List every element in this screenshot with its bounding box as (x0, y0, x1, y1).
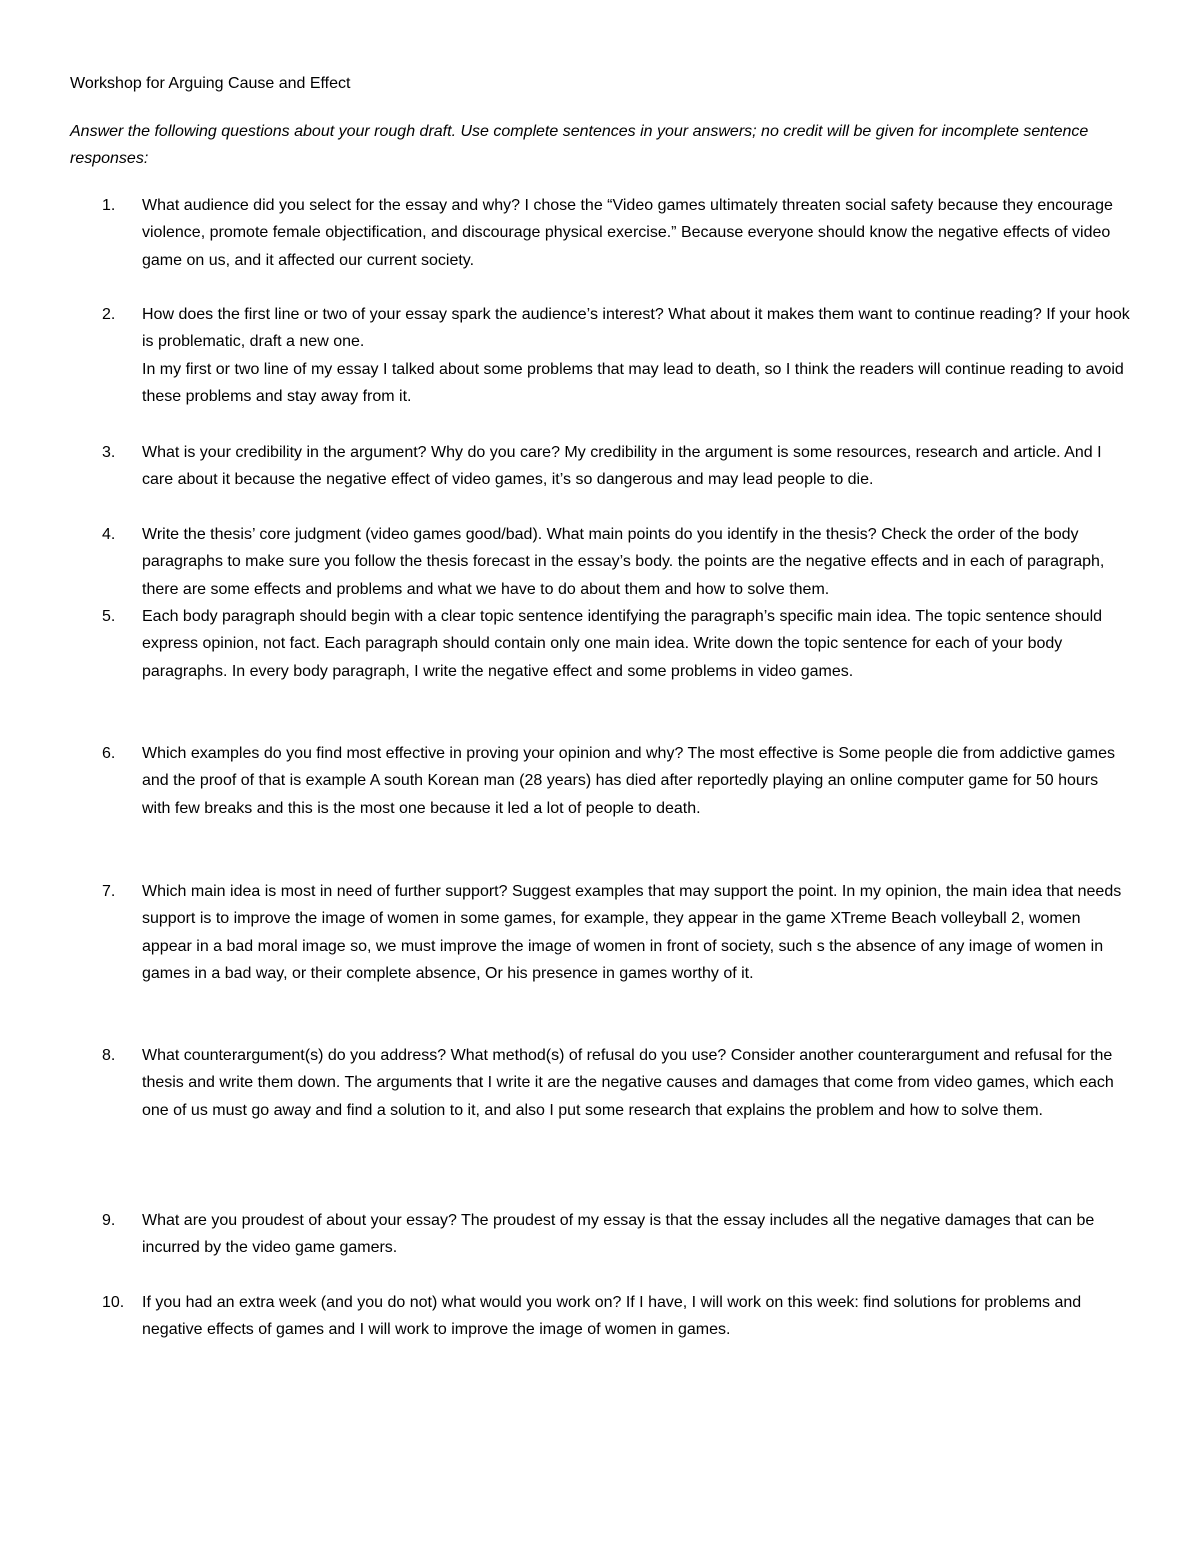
question-3 (102, 439, 1130, 494)
question-text: Which main idea is most in need of further support? Suggest examples that may support the point. In my opinion, the main idea that needs support is to improve the image of women in some games, for example, they appear in the game XTreme Beach volleyball 2, women appear in a bad moral image so, we must improve the image of women in front of society, such s the absence of any image of women in games in a bad way, or their complete absence, Or his presence in games worthy of it. (142, 883, 1122, 982)
question-text: Which examples do you find most effective in proving your opinion and why? The most effective is Some people die from addictive games and the proof of that is example A south Korean man (28 years) has died after reportedly playing an online computer game for 50 hours with few breaks and this is the most one because it led a lot of people to death. (142, 745, 1115, 817)
question-6 (102, 740, 1130, 822)
question-number: 1. (102, 197, 116, 214)
question-1 (102, 192, 1130, 274)
question-number: 9. (102, 1212, 116, 1229)
question-number: 7. (102, 883, 116, 900)
question-8 (102, 1042, 1130, 1124)
question-number: 8. (102, 1047, 116, 1064)
document-title: Workshop for Arguing Cause and Effect (70, 75, 351, 92)
question-number: 10. (102, 1294, 125, 1311)
question-number: 3. (102, 444, 116, 461)
question-number: 2. (102, 306, 116, 323)
question-number: 4. (102, 526, 116, 543)
question-text: Each body paragraph should begin with a clear topic sentence identifying the paragraph’s specific main idea. The topic sentence should express opinion, not fact. Each paragraph should contain only one main idea. Write down the topic sentence for each of your body paragraphs. In every body paragraph, I write the negative effect and some problems in video games. (142, 608, 1103, 680)
question-number: 5. (102, 608, 116, 625)
question-number: 6. (102, 745, 116, 762)
answer-text: In my first or two line of my essay I talked about some problems that may lead to death, so I think the readers will continue reading to avoid these problems and stay away from it. (142, 360, 1124, 405)
question-9 (102, 1207, 1130, 1262)
question-4 (102, 521, 1130, 603)
instructions-text: Answer the following questions about your rough draft. Use complete sentences in your answers; no credit will be given for incomplete sentence responses: (70, 123, 1089, 167)
question-7 (102, 878, 1130, 987)
question-text: What counterargument(s) do you address? What method(s) of refusal do you use? Consider another counterargument and refusal for the thesis and write them down. The arguments that I write it are the negative causes and damages that come from video games, which each one of us must go away and find a solution to it, and also I put some research that explains the problem and how to solve them. (142, 1047, 1114, 1119)
question-text: What audience did you select for the essay and why? I chose the “Video games ultimately threaten social safety because they encourage violence, promote female objectification, and discourage physical exercise.” Because everyone should know the negative effects of video game on us, and it affected our current society. (142, 197, 1113, 269)
question-10 (102, 1289, 1130, 1344)
question-2 (102, 301, 1130, 410)
question-text: Write the thesis’ core judgment (video games good/bad). What main points do you identify in the thesis? Check the order of the body paragraphs to make sure you follow the thesis forecast in the essay’s body. the points are the negative effects and in each of paragraph, there are some effects and problems and what we have to do about them and how to solve them. (142, 526, 1105, 598)
question-text: How does the first line or two of your essay spark the audience’s interest? What about it makes them want to continue reading? If your hook is problematic, draft a new one. (142, 306, 1130, 351)
question-text: What is your credibility in the argument? Why do you care? My credibility in the argument is some resources, research and article. And I care about it because the negative effect of video games, it’s so dangerous and may lead people to die. (142, 444, 1102, 489)
question-text: If you had an extra week (and you do not) what would you work on? If I have, I will work on this week: find solutions for problems and negative effects of games and I will work to improve the image of women in games. (142, 1294, 1082, 1339)
question-text: What are you proudest of about your essay? The proudest of my essay is that the essay includes all the negative damages that can be incurred by the video game gamers. (142, 1212, 1095, 1257)
question-5 (102, 603, 1130, 685)
